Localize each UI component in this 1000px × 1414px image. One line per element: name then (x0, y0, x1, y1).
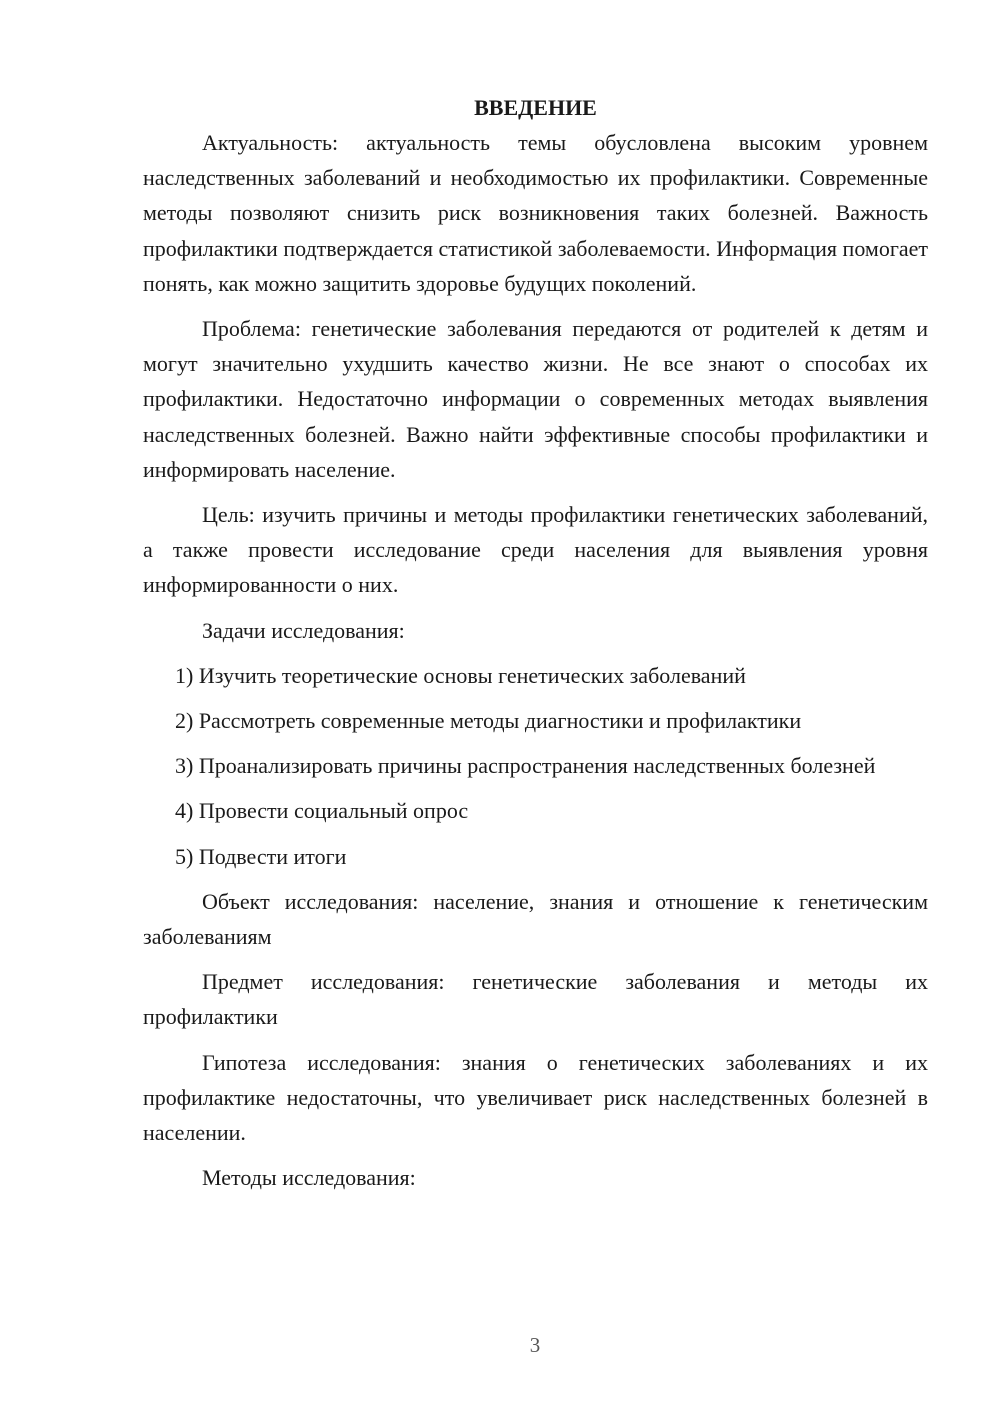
task-item-2: 2) Рассмотреть современные методы диагностики и профилактики (175, 708, 802, 734)
problem-paragraph: Проблема: генетические заболевания передаются от родителей к детям и могут значительно ухудшить качество жизни. Не все знают о способах их профилактики. Недостаточно информации о современных методах выявления наследственных болезней. Важно найти эффективные способы профилактики и информировать население. (143, 316, 928, 482)
subject-paragraph: Предмет исследования: генетические заболевания и методы их профилактики (143, 969, 928, 1030)
goal-paragraph: Цель: изучить причины и методы профилактики генетических заболеваний, а также провести исследование среди населения для выявления уровня информированности о них. (143, 502, 928, 598)
hypothesis-paragraph: Гипотеза исследования: знания о генетических заболеваниях и их профилактике недостаточны, что увеличивает риск наследственных болезней в населении. (143, 1049, 928, 1146)
object-paragraph: Объект исследования: население, знания и отношение к генетическим заболеваниям (143, 888, 928, 950)
task-item-3: 3) Проанализировать причины распространения наследственных болезней (175, 753, 876, 779)
document-page (143, 90, 928, 1205)
relevance-paragraph: Актуальность: актуальность темы обусловлена высоким уровнем наследственных заболеваний и необходимостью их профилактики. Современные методы позволяют снизить риск возникновения таких болезней. Важность профилактики подтверждается статистикой заболеваемости. Информация помогает понять, как можно защитить здоровье будущих поколений. (143, 130, 928, 296)
methods-heading: Методы исследования: (202, 1165, 416, 1191)
tasks-heading: Задачи исследования: (202, 617, 405, 643)
task-item-5: 5) Подвести итоги (175, 843, 347, 869)
document-title: ВВЕДЕНИЕ (474, 95, 597, 120)
task-item-1: 1) Изучить теоретические основы генетических заболеваний (175, 662, 746, 688)
page-number: 3 (529, 1333, 541, 1357)
task-item-4: 4) Провести социальный опрос (175, 798, 469, 824)
